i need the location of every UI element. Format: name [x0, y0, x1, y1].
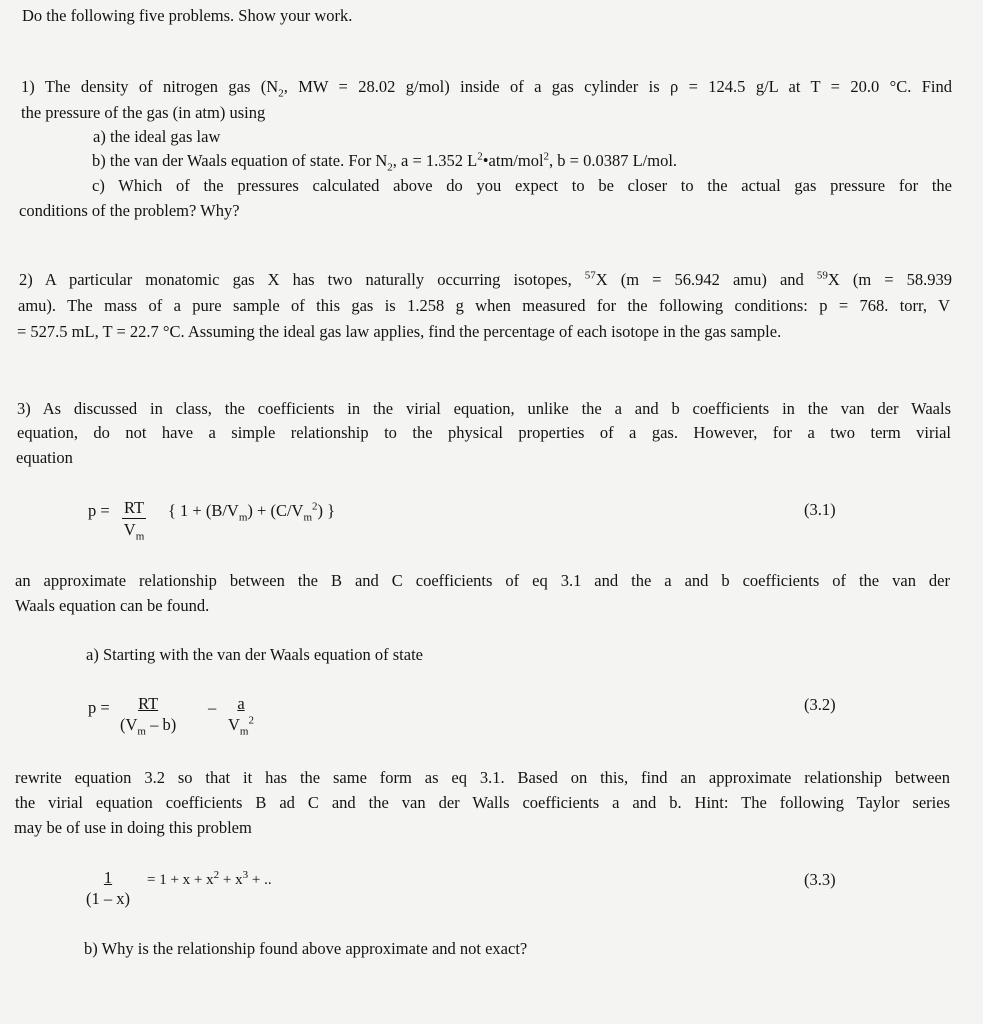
problem-1b: b) the van der Waals equation of state. For $N_2$, a = 1.352 $L^2•atm/mol^2$, b = 0.0387 L/mol. — [92, 150, 678, 174]
eq-3-2-fraction-1 — [120, 694, 177, 738]
problem-3-line-7: the virial equation coefficients B ad C and the van der Walls coefficients a and b. Hint: The following Taylor series — [15, 793, 950, 812]
problem-1c-line-2: conditions of the problem? Why? — [19, 201, 240, 220]
problem-2-line-2: amu). The mass of a pure sample of this gas is 1.258 g when measured for the following conditions: p = 768. torr, V — [18, 296, 950, 315]
eq-3-1-rhs: { $1 + (B/V_m) + (C/V_m^2)$ } — [168, 500, 336, 524]
problem-1c-line-1: c) Which of the pressures calculated above do you expect to be closer to the actual gas pressure for the — [92, 176, 952, 195]
eq-3-2-numerator-2: a — [237, 694, 245, 713]
problem-3-line-1: 3) As discussed in class, the coefficients in the virial equation, unlike the a and b coefficients in the van der Waals — [17, 399, 951, 418]
eq-3-1-label: (3.1) — [804, 500, 836, 519]
instructions-header: Do the following five problems. Show your work. — [22, 6, 353, 25]
eq-3-3-label: (3.3) — [804, 870, 836, 889]
eq-3-1-lhs: p = — [88, 501, 110, 520]
problem-3a: a) Starting with the van der Waals equation of state — [86, 645, 423, 664]
eq-3-2-denominator-1: $(V_m - b)$ — [120, 715, 177, 738]
eq-3-1-fraction — [122, 498, 146, 543]
problem-3-line-3: equation — [16, 448, 73, 467]
eq-3-1-denominator: $V_m$ — [123, 520, 145, 543]
eq-3-2-label: (3.2) — [804, 695, 836, 714]
eq-3-3-denominator: (1 – x) — [86, 889, 130, 909]
eq-3-3-rhs: = $1 + x + x^2 + x^3$ + .. — [147, 869, 272, 888]
eq-3-2-fraction-2 — [228, 694, 254, 738]
problem-1a: a) the ideal gas law — [93, 127, 221, 146]
problem-1-line-1: 1) The density of nitrogen gas ($N_2$, MW = 28.02 g/mol) inside of a gas cylinder is ρ = 124.5 g/L at T = 20.0 °C. Find — [21, 77, 952, 100]
eq-3-1-numerator: RT — [122, 499, 146, 519]
problem-1-line-2: the pressure of the gas (in atm) using — [21, 103, 266, 122]
eq-3-2-denominator-2: $V_m^2$ — [228, 714, 254, 738]
problem-3-line-2: equation, do not have a simple relationship to the physical properties of a gas. However, for a two term virial — [17, 423, 951, 442]
eq-3-2-minus: – — [208, 698, 217, 717]
eq-3-2-lhs: p = — [88, 698, 110, 717]
problem-3-line-5: Waals equation can be found. — [15, 596, 210, 615]
problem-2-line-1: 2) A particular monatomic gas X has two naturally occurring isotopes, $^{57}$X (m = 56.942 amu) and $^{59}$X (m = 58.939 — [19, 269, 952, 289]
problem-3-line-8: may be of use in doing this problem — [14, 818, 252, 837]
eq-3-3-numerator: 1 — [103, 868, 113, 887]
problem-3b: b) Why is the relationship found above approximate and not exact? — [84, 939, 528, 958]
problem-2-line-3: = 527.5 mL, T = 22.7 °C. Assuming the ideal gas law applies, find the percentage of each isotope in the gas sample. — [17, 322, 782, 341]
problem-3-line-6: rewrite equation 3.2 so that it has the same form as eq 3.1. Based on this, find an approximate relationship between — [15, 768, 950, 787]
eq-3-3-fraction — [86, 869, 130, 908]
problem-3-line-4: an approximate relationship between the B and C coefficients of eq 3.1 and the a and b coefficients of the van der — [15, 571, 950, 590]
eq-3-2-numerator-1: RT — [138, 694, 159, 713]
